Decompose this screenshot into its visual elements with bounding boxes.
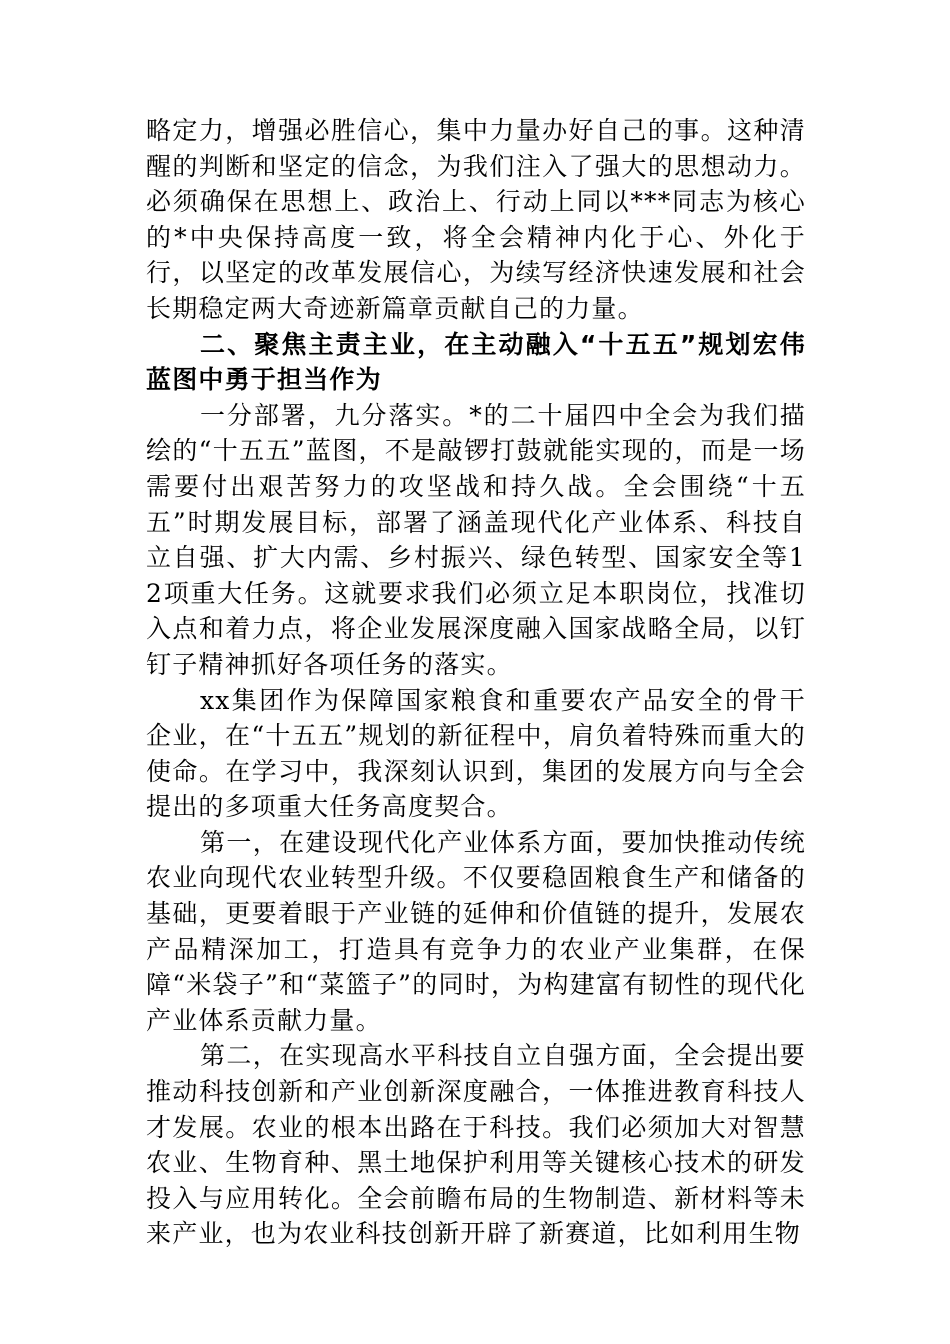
section-heading: 二、聚焦主责主业，在主动融入“十五五”规划宏伟蓝图中勇于担当作为 xyxy=(146,329,806,395)
paragraph-deployment: 一分部署，九分落实。*的二十届四中全会为我们描绘的“十五五”蓝图，不是敲锣打鼓就能实现的，而是一场需要付出艰苦努力的攻坚战和持久战。全会围绕“十五五”时期发展目标，部署了涵盖现代化产业体系、科技自立自强、扩大内需、乡村振兴、绿色转型、国家安全等12项重大任务。这就要求我们必须立足本职岗位，找准切入点和着力点，将企业发展深度融入国家战略全局，以钉钉子精神抓好各项任务的落实。 xyxy=(146,400,806,679)
paragraph-continuation: 略定力，增强必胜信心，集中力量办好自己的事。这种清醒的判断和坚定的信念，为我们注入了强大的思想动力。必须确保在思想上、政治上、行动上同以***同志为核心的*中央保持高度一致，将全会精神内化于心、外化于行，以坚定的改革发展信心，为续写经济快速发展和社会长期稳定两大奇迹新篇章贡献自己的力量。 xyxy=(146,116,806,323)
document-body xyxy=(146,113,806,1252)
paragraph-group-mission: xx集团作为保障国家粮食和重要农产品安全的骨干企业，在“十五五”规划的新征程中，肩负着特殊而重大的使命。在学习中，我深刻认识到，集团的发展方向与全会提出的多项重大任务高度契合。 xyxy=(146,685,806,822)
paragraph-first-point: 第一，在建设现代化产业体系方面，要加快推动传统农业向现代农业转型升级。不仅要稳固粮食生产和储备的基础，更要着眼于产业链的延伸和价值链的提升，发展农产品精深加工，打造具有竞争力的农业产业集群，在保障“米袋子”和“菜篮子”的同时，为构建富有韧性的现代化产业体系贡献力量。 xyxy=(146,827,806,1035)
paragraph-second-point: 第二，在实现高水平科技自立自强方面，全会提出要推动科技创新和产业创新深度融合，一体推进教育科技人才发展。农业的根本出路在于科技。我们必须加大对智慧农业、生物育种、黑土地保护利用等关键核心技术的研发投入与应用转化。全会前瞻布局的生物制造、新材料等未来产业，也为农业科技创新开辟了新赛道，比如利用生物 xyxy=(146,1041,806,1249)
